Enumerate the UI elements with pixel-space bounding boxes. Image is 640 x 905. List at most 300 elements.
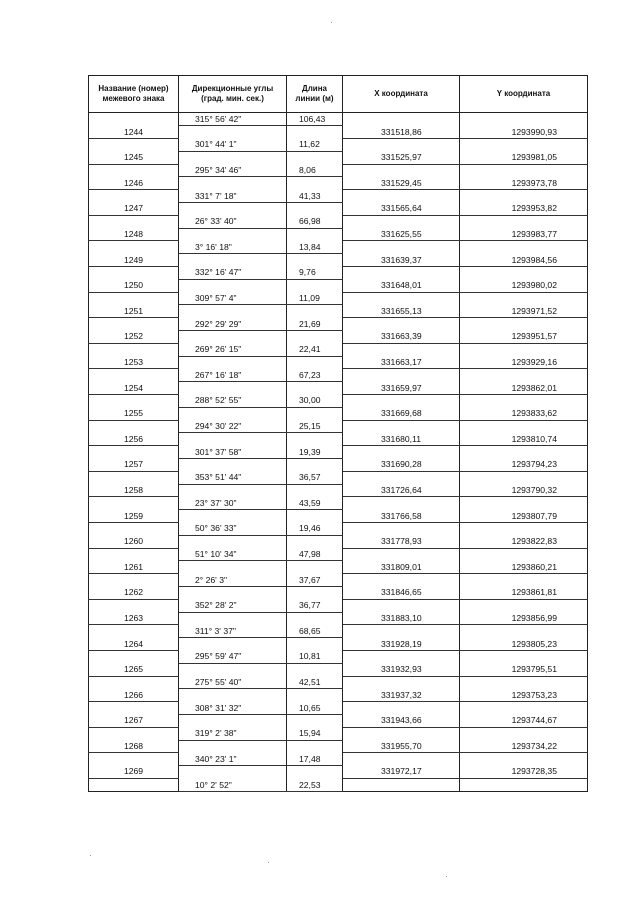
- empty-cell: [287, 612, 343, 625]
- point-name: 1260: [89, 535, 179, 548]
- empty-cell: [287, 561, 343, 574]
- empty-cell: [179, 382, 287, 395]
- point-row: [89, 714, 588, 727]
- point-name: 1258: [89, 484, 179, 497]
- empty-cell: [343, 215, 460, 228]
- empty-cell: [460, 267, 588, 280]
- point-name: 1251: [89, 305, 179, 318]
- point-name: 1255: [89, 407, 179, 420]
- segment-row: [89, 599, 588, 612]
- point-row: [89, 766, 588, 779]
- segment-angle: 294° 30' 22": [179, 420, 287, 433]
- point-row: [89, 177, 588, 190]
- empty-cell: [89, 523, 179, 536]
- segment-row: [89, 574, 588, 587]
- empty-cell: [460, 292, 588, 305]
- empty-cell: [343, 497, 460, 510]
- y-coordinate: 1293807,79: [460, 510, 588, 523]
- point-name: 1253: [89, 356, 179, 369]
- empty-cell: [89, 702, 179, 715]
- empty-cell: [287, 126, 343, 139]
- empty-cell: [343, 369, 460, 382]
- segment-angle: 295° 59' 47": [179, 650, 287, 663]
- point-name: 1257: [89, 459, 179, 472]
- segment-angle: 352° 28' 2": [179, 599, 287, 612]
- empty-cell: [460, 548, 588, 561]
- y-coordinate: 1293744,67: [460, 714, 588, 727]
- point-name: 1261: [89, 561, 179, 574]
- empty-cell: [460, 599, 588, 612]
- empty-cell: [460, 523, 588, 536]
- point-row: [89, 407, 588, 420]
- empty-cell: [287, 510, 343, 523]
- point-name: 1246: [89, 177, 179, 190]
- y-coordinate: 1293833,62: [460, 407, 588, 420]
- segment-length: 43,59: [287, 497, 343, 510]
- point-row: [89, 510, 588, 523]
- y-coordinate: 1293981,05: [460, 151, 588, 164]
- empty-cell: [460, 497, 588, 510]
- point-name: 1256: [89, 433, 179, 446]
- segment-length: 10,65: [287, 702, 343, 715]
- segment-angle: 267° 16' 18": [179, 369, 287, 382]
- segment-length: 17,48: [287, 753, 343, 766]
- empty-cell: [460, 395, 588, 408]
- scan-speck: [446, 876, 447, 877]
- segment-row: [89, 753, 588, 766]
- point-name: 1249: [89, 254, 179, 267]
- point-name: 1265: [89, 663, 179, 676]
- point-row: [89, 433, 588, 446]
- empty-cell: [179, 254, 287, 267]
- empty-cell: [89, 497, 179, 510]
- point-name: 1248: [89, 228, 179, 241]
- x-coordinate: 331955,70: [343, 740, 460, 753]
- empty-cell: [89, 292, 179, 305]
- segment-length: 36,57: [287, 471, 343, 484]
- empty-cell: [89, 548, 179, 561]
- segment-row: [89, 471, 588, 484]
- segment-row: [89, 702, 588, 715]
- y-coordinate: 1293753,23: [460, 689, 588, 702]
- point-name: 1244: [89, 126, 179, 139]
- segment-angle: 319° 2' 38": [179, 727, 287, 740]
- point-name: 1264: [89, 638, 179, 651]
- empty-cell: [179, 740, 287, 753]
- segment-length: 19,39: [287, 446, 343, 459]
- segment-row: [89, 548, 588, 561]
- empty-cell: [460, 727, 588, 740]
- empty-cell: [179, 305, 287, 318]
- table-header-row: [89, 76, 588, 113]
- segment-length: 22,53: [287, 778, 343, 791]
- point-row: [89, 279, 588, 292]
- empty-cell: [287, 714, 343, 727]
- empty-cell: [287, 535, 343, 548]
- empty-cell: [287, 740, 343, 753]
- empty-cell: [179, 203, 287, 216]
- segment-angle: 309° 57' 4": [179, 292, 287, 305]
- segment-length: 106,43: [287, 113, 343, 126]
- empty-cell: [343, 343, 460, 356]
- point-row: [89, 126, 588, 139]
- y-coordinate: 1293862,01: [460, 382, 588, 395]
- segment-angle: 301° 37' 58": [179, 446, 287, 459]
- empty-cell: [287, 305, 343, 318]
- point-name: 1250: [89, 279, 179, 292]
- x-coordinate: 331809,01: [343, 561, 460, 574]
- empty-cell: [460, 190, 588, 203]
- segment-angle: 26° 33' 40": [179, 215, 287, 228]
- empty-cell: [179, 638, 287, 651]
- point-name: 1269: [89, 766, 179, 779]
- empty-cell: [460, 343, 588, 356]
- segment-row: [89, 343, 588, 356]
- empty-cell: [89, 395, 179, 408]
- empty-cell: [460, 446, 588, 459]
- x-coordinate: 331625,55: [343, 228, 460, 241]
- y-coordinate: 1293861,81: [460, 586, 588, 599]
- empty-cell: [343, 395, 460, 408]
- empty-cell: [89, 753, 179, 766]
- empty-cell: [460, 625, 588, 638]
- segment-row: [89, 292, 588, 305]
- point-row: [89, 151, 588, 164]
- x-coordinate: 331639,37: [343, 254, 460, 267]
- segment-length: 21,69: [287, 318, 343, 331]
- segment-angle: 295° 34' 46": [179, 164, 287, 177]
- empty-cell: [287, 228, 343, 241]
- x-coordinate: 331648,01: [343, 279, 460, 292]
- empty-cell: [287, 203, 343, 216]
- point-name: 1247: [89, 203, 179, 216]
- segment-length: 42,51: [287, 676, 343, 689]
- y-coordinate: 1293822,83: [460, 535, 588, 548]
- point-row: [89, 535, 588, 548]
- x-coordinate: 331932,93: [343, 663, 460, 676]
- segment-length: 66,98: [287, 215, 343, 228]
- empty-cell: [460, 241, 588, 254]
- x-coordinate: 331518,86: [343, 126, 460, 139]
- segment-row: [89, 778, 588, 791]
- x-coordinate: 331846,65: [343, 586, 460, 599]
- segment-angle: 315° 56' 42": [179, 113, 287, 126]
- segment-angle: 3° 16' 18": [179, 241, 287, 254]
- point-row: [89, 228, 588, 241]
- empty-cell: [89, 215, 179, 228]
- empty-cell: [179, 484, 287, 497]
- segment-length: 15,94: [287, 727, 343, 740]
- y-coordinate: 1293794,23: [460, 459, 588, 472]
- empty-cell: [179, 766, 287, 779]
- x-coordinate: 331525,97: [343, 151, 460, 164]
- point-name: 1252: [89, 331, 179, 344]
- empty-cell: [343, 548, 460, 561]
- empty-cell: [460, 650, 588, 663]
- scan-speck: [268, 862, 269, 863]
- y-coordinate: 1293790,32: [460, 484, 588, 497]
- segment-length: 11,62: [287, 139, 343, 152]
- empty-cell: [89, 190, 179, 203]
- empty-cell: [287, 407, 343, 420]
- segment-angle: 308° 31' 32": [179, 702, 287, 715]
- empty-cell: [89, 471, 179, 484]
- segment-length: 30,00: [287, 395, 343, 408]
- empty-cell: [179, 407, 287, 420]
- point-name: 1268: [89, 740, 179, 753]
- y-coordinate: 1293990,93: [460, 126, 588, 139]
- segment-length: 68,65: [287, 625, 343, 638]
- empty-cell: [343, 574, 460, 587]
- segment-row: [89, 420, 588, 433]
- empty-cell: [343, 446, 460, 459]
- point-name: 1254: [89, 382, 179, 395]
- empty-cell: [460, 574, 588, 587]
- empty-cell: [343, 778, 460, 791]
- segment-angle: 269° 26' 15": [179, 343, 287, 356]
- point-name: 1245: [89, 151, 179, 164]
- empty-cell: [89, 267, 179, 280]
- empty-cell: [179, 561, 287, 574]
- empty-cell: [460, 778, 588, 791]
- segment-angle: 288° 52' 55": [179, 395, 287, 408]
- point-row: [89, 305, 588, 318]
- y-coordinate: 1293860,21: [460, 561, 588, 574]
- segment-length: 11,09: [287, 292, 343, 305]
- empty-cell: [89, 113, 179, 126]
- point-row: [89, 638, 588, 651]
- segment-row: [89, 190, 588, 203]
- segment-angle: 340° 23' 1": [179, 753, 287, 766]
- segment-length: 47,98: [287, 548, 343, 561]
- empty-cell: [179, 151, 287, 164]
- x-coordinate: 331726,64: [343, 484, 460, 497]
- empty-cell: [343, 676, 460, 689]
- empty-cell: [179, 279, 287, 292]
- segment-length: 9,76: [287, 267, 343, 280]
- segment-row: [89, 395, 588, 408]
- empty-cell: [89, 599, 179, 612]
- empty-cell: [460, 215, 588, 228]
- point-row: [89, 484, 588, 497]
- point-row: [89, 356, 588, 369]
- segment-length: 8,06: [287, 164, 343, 177]
- x-coordinate: 331565,64: [343, 203, 460, 216]
- y-coordinate: 1293973,78: [460, 177, 588, 190]
- x-coordinate: 331883,10: [343, 612, 460, 625]
- empty-cell: [287, 459, 343, 472]
- point-row: [89, 663, 588, 676]
- table-body: [89, 113, 588, 792]
- point-row: [89, 561, 588, 574]
- empty-cell: [460, 702, 588, 715]
- y-coordinate: 1293805,23: [460, 638, 588, 651]
- segment-length: 41,33: [287, 190, 343, 203]
- x-coordinate: 331937,32: [343, 689, 460, 702]
- empty-cell: [179, 586, 287, 599]
- empty-cell: [89, 676, 179, 689]
- empty-cell: [343, 727, 460, 740]
- empty-cell: [460, 676, 588, 689]
- segment-row: [89, 318, 588, 331]
- segment-row: [89, 446, 588, 459]
- y-coordinate: 1293734,22: [460, 740, 588, 753]
- x-coordinate: 331778,93: [343, 535, 460, 548]
- y-coordinate: 1293984,56: [460, 254, 588, 267]
- point-name: 1266: [89, 689, 179, 702]
- empty-cell: [343, 139, 460, 152]
- y-coordinate: 1293951,57: [460, 331, 588, 344]
- segment-angle: 311° 3' 37": [179, 625, 287, 638]
- x-coordinate: 331680,11: [343, 433, 460, 446]
- empty-cell: [343, 471, 460, 484]
- segment-row: [89, 676, 588, 689]
- empty-cell: [343, 267, 460, 280]
- empty-cell: [287, 356, 343, 369]
- segment-angle: 10° 2' 52": [179, 778, 287, 791]
- empty-cell: [460, 113, 588, 126]
- segment-angle: 332° 16' 47": [179, 267, 287, 280]
- segment-angle: 275° 55' 40": [179, 676, 287, 689]
- point-row: [89, 203, 588, 216]
- segment-row: [89, 625, 588, 638]
- empty-cell: [343, 318, 460, 331]
- x-coordinate: 331669,68: [343, 407, 460, 420]
- empty-cell: [343, 190, 460, 203]
- empty-cell: [89, 574, 179, 587]
- segment-row: [89, 369, 588, 382]
- segment-angle: 353° 51' 44": [179, 471, 287, 484]
- x-coordinate: 331659,97: [343, 382, 460, 395]
- segment-angle: 292° 29' 29": [179, 318, 287, 331]
- point-name: 1259: [89, 510, 179, 523]
- empty-cell: [343, 241, 460, 254]
- x-coordinate: 331928,19: [343, 638, 460, 651]
- x-coordinate: 331663,17: [343, 356, 460, 369]
- x-coordinate: 331655,13: [343, 305, 460, 318]
- empty-cell: [343, 650, 460, 663]
- scan-speck: [90, 855, 91, 856]
- empty-cell: [343, 420, 460, 433]
- point-row: [89, 382, 588, 395]
- x-coordinate: 331972,17: [343, 766, 460, 779]
- point-row: [89, 740, 588, 753]
- segment-row: [89, 267, 588, 280]
- segment-length: 13,84: [287, 241, 343, 254]
- point-row: [89, 586, 588, 599]
- empty-cell: [343, 292, 460, 305]
- point-row: [89, 331, 588, 344]
- empty-cell: [179, 177, 287, 190]
- point-row: [89, 689, 588, 702]
- empty-cell: [343, 599, 460, 612]
- y-coordinate: 1293980,02: [460, 279, 588, 292]
- header-line-length: Длина линии (м): [287, 76, 343, 113]
- segment-row: [89, 727, 588, 740]
- empty-cell: [287, 151, 343, 164]
- segment-angle: 50° 36' 33": [179, 523, 287, 536]
- empty-cell: [179, 433, 287, 446]
- x-coordinate: 331663,39: [343, 331, 460, 344]
- x-coordinate: 331943,66: [343, 714, 460, 727]
- empty-cell: [89, 778, 179, 791]
- empty-cell: [179, 689, 287, 702]
- header-x-coordinate: X координата: [343, 76, 460, 113]
- empty-cell: [287, 663, 343, 676]
- empty-cell: [460, 139, 588, 152]
- segment-row: [89, 164, 588, 177]
- empty-cell: [89, 625, 179, 638]
- empty-cell: [89, 650, 179, 663]
- segment-row: [89, 523, 588, 536]
- empty-cell: [179, 228, 287, 241]
- point-row: [89, 254, 588, 267]
- point-name: 1267: [89, 714, 179, 727]
- empty-cell: [89, 369, 179, 382]
- empty-cell: [287, 689, 343, 702]
- empty-cell: [179, 714, 287, 727]
- point-name: 1263: [89, 612, 179, 625]
- empty-cell: [287, 586, 343, 599]
- empty-cell: [89, 343, 179, 356]
- segment-length: 22,41: [287, 343, 343, 356]
- empty-cell: [179, 612, 287, 625]
- segment-angle: 23° 37' 30": [179, 497, 287, 510]
- empty-cell: [287, 766, 343, 779]
- segment-angle: 331° 7' 18": [179, 190, 287, 203]
- segment-length: 36,77: [287, 599, 343, 612]
- empty-cell: [89, 420, 179, 433]
- header-y-coordinate: Y координата: [460, 76, 588, 113]
- segment-length: 67,23: [287, 369, 343, 382]
- point-row: [89, 459, 588, 472]
- empty-cell: [287, 254, 343, 267]
- empty-cell: [343, 753, 460, 766]
- segment-row: [89, 241, 588, 254]
- y-coordinate: 1293971,52: [460, 305, 588, 318]
- y-coordinate: 1293856,99: [460, 612, 588, 625]
- empty-cell: [287, 331, 343, 344]
- empty-cell: [460, 318, 588, 331]
- scan-speck: [331, 22, 332, 23]
- x-coordinate: 331529,45: [343, 177, 460, 190]
- empty-cell: [89, 727, 179, 740]
- y-coordinate: 1293728,35: [460, 766, 588, 779]
- empty-cell: [287, 382, 343, 395]
- empty-cell: [287, 638, 343, 651]
- empty-cell: [460, 164, 588, 177]
- segment-length: 25,15: [287, 420, 343, 433]
- segment-row: [89, 139, 588, 152]
- segment-length: 19,46: [287, 523, 343, 536]
- empty-cell: [89, 139, 179, 152]
- point-name: 1262: [89, 586, 179, 599]
- empty-cell: [287, 433, 343, 446]
- segment-length: 10,81: [287, 650, 343, 663]
- x-coordinate: 331690,28: [343, 459, 460, 472]
- empty-cell: [343, 164, 460, 177]
- empty-cell: [343, 113, 460, 126]
- empty-cell: [89, 318, 179, 331]
- y-coordinate: 1293953,82: [460, 203, 588, 216]
- segment-angle: 301° 44' 1": [179, 139, 287, 152]
- y-coordinate: 1293810,74: [460, 433, 588, 446]
- y-coordinate: 1293983,77: [460, 228, 588, 241]
- empty-cell: [460, 471, 588, 484]
- empty-cell: [287, 484, 343, 497]
- empty-cell: [179, 663, 287, 676]
- y-coordinate: 1293929,16: [460, 356, 588, 369]
